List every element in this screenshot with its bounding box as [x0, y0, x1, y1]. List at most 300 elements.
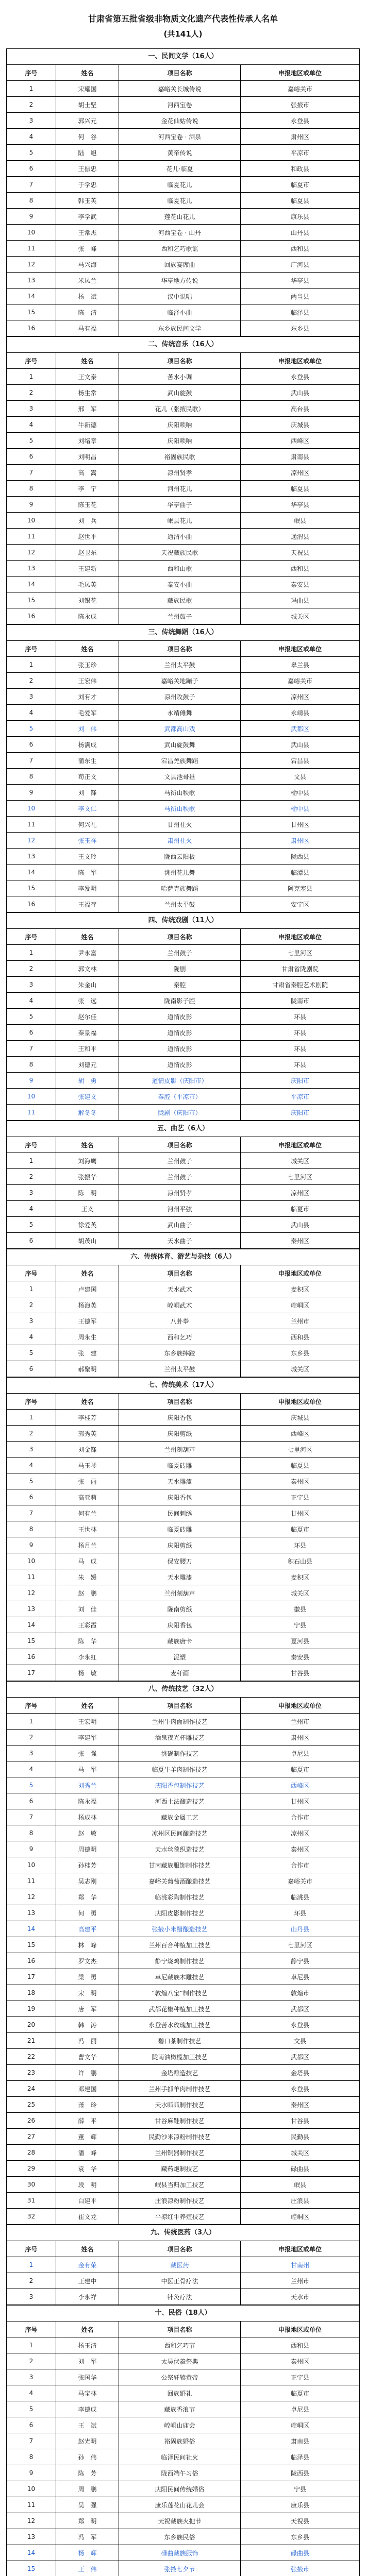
cell-number: 1 — [7, 369, 56, 385]
cell-project: 庆阳唢呐 — [119, 433, 240, 449]
cell-name: 杨月兰 — [56, 1537, 119, 1553]
cell-project: 藏族香浪节 — [119, 2401, 240, 2417]
cell-project: 针灸疗法 — [119, 2289, 240, 2305]
cell-number: 30 — [7, 2177, 56, 2193]
cell-name: 李桂芳 — [56, 1410, 119, 1426]
cell-unit: 凉州区 — [241, 689, 360, 705]
cell-name: 张 建 — [56, 1345, 119, 1361]
cell-project: 酒泉夜光杯雕技艺 — [119, 1730, 240, 1745]
cell-project: 崆峒山庙会 — [119, 2417, 240, 2433]
table-row — [7, 2449, 360, 2465]
cell-project: 甘谷麻鞋制作技艺 — [119, 2113, 240, 2129]
cell-project: 甘南藏族服饰制作技艺 — [119, 1857, 240, 1873]
cell-unit: 七里河区 — [241, 1442, 360, 1458]
cell-name: 马玉琴 — [56, 1458, 119, 1473]
header-project: 项目名称 — [119, 353, 240, 369]
cell-unit: 皋兰县 — [241, 657, 360, 673]
cell-name: 王文玲 — [56, 849, 119, 865]
cell-name: 赵尔佳 — [56, 1009, 119, 1025]
cell-name: 张国华 — [56, 2369, 119, 2385]
cell-project: 花儿·临夏 — [119, 161, 240, 177]
cell-number: 6 — [7, 737, 56, 753]
table-row — [7, 289, 360, 304]
cell-project: 兰州太平鼓 — [119, 896, 240, 912]
cell-number: 25 — [7, 2097, 56, 2113]
cell-number: 24 — [7, 2081, 56, 2097]
cell-number: 1 — [7, 2337, 56, 2353]
cell-unit: 宁县 — [241, 2481, 360, 2497]
section-9 — [6, 2225, 360, 2305]
table-row — [7, 1665, 360, 1681]
cell-project: 马衔山秧歌 — [119, 785, 240, 801]
cell-number: 3 — [7, 977, 56, 993]
cell-project: 武山曲子 — [119, 1217, 240, 1233]
table-row — [7, 145, 360, 161]
cell-name: 赵世平 — [56, 529, 119, 545]
table-row — [7, 1458, 360, 1473]
cell-number: 32 — [7, 2209, 56, 2225]
cell-project: 东乡族摔跤 — [119, 1345, 240, 1361]
cell-project: 兰州鼓子 — [119, 1153, 240, 1169]
table-row — [7, 1553, 360, 1569]
cell-unit: 广河县 — [241, 257, 360, 273]
cell-unit: 崆峒区 — [241, 1297, 360, 1313]
table-row — [7, 737, 360, 753]
cell-number: 2 — [7, 1169, 56, 1185]
cell-project: 哈萨克族舞蹈 — [119, 880, 240, 896]
cell-project: 藏族民歌 — [119, 592, 240, 608]
table-row — [7, 1841, 360, 1857]
table-header-row — [7, 641, 360, 657]
section-7 — [6, 1377, 360, 1681]
header-project: 项目名称 — [119, 65, 240, 81]
cell-unit: 肃州区 — [241, 129, 360, 145]
cell-number: 15 — [7, 304, 56, 320]
cell-unit: 东乡县 — [241, 2529, 360, 2545]
cell-name: 杨玉清 — [56, 2337, 119, 2353]
header-number: 序号 — [7, 641, 56, 657]
cell-name: 薛 平 — [56, 2113, 119, 2129]
table-row — [7, 1953, 360, 1969]
cell-number: 16 — [7, 1649, 56, 1665]
table-row — [7, 1361, 360, 1377]
header-project: 项目名称 — [119, 641, 240, 657]
table-row — [7, 1521, 360, 1537]
cell-name: 刘 伟 — [56, 721, 119, 737]
cell-name: 张 强 — [56, 1745, 119, 1761]
cell-number: 7 — [7, 465, 56, 481]
cell-unit: 阿克塞县 — [241, 880, 360, 896]
cell-unit: 天祝县 — [241, 545, 360, 561]
cell-unit: 兰州市 — [241, 2273, 360, 2289]
cell-number: 6 — [7, 449, 56, 465]
section-title: 三、传统舞蹈（16人） — [6, 624, 360, 640]
table-header-row — [7, 353, 360, 369]
cell-project: 兰州牛肉面制作技艺 — [119, 1714, 240, 1730]
cell-unit: 陇南市 — [241, 993, 360, 1009]
header-name: 姓名 — [56, 1137, 119, 1153]
cell-project: 平凉红牛养殖技艺 — [119, 2209, 240, 2225]
table-row — [7, 2129, 360, 2145]
cell-number: 8 — [7, 1057, 56, 1073]
cell-unit: 西和县 — [241, 241, 360, 257]
cell-unit: 兰州市 — [241, 1714, 360, 1730]
cell-project: 河西宝卷 · 酒泉 — [119, 129, 240, 145]
cell-name: 韩玉英 — [56, 193, 119, 209]
cell-project: 道情皮影 — [119, 1057, 240, 1073]
cell-number: 13 — [7, 1905, 56, 1921]
cell-name: 王德军 — [56, 1313, 119, 1329]
table-row — [7, 2001, 360, 2017]
cell-name: 杨成林 — [56, 1809, 119, 1825]
cell-name: 秦景福 — [56, 1025, 119, 1041]
cell-project: 西和乞巧歌谣 — [119, 241, 240, 257]
cell-number: 1 — [7, 1714, 56, 1730]
cell-unit: 西峰区 — [241, 433, 360, 449]
cell-number: 14 — [7, 289, 56, 304]
cell-unit: 嘉峪关市 — [241, 1873, 360, 1889]
cell-number: 14 — [7, 2545, 56, 2561]
cell-project: 泥塑 — [119, 1649, 240, 1665]
cell-name: 袁 华 — [56, 2161, 119, 2177]
cell-name: 周德明 — [56, 1841, 119, 1857]
table-row — [7, 2033, 360, 2049]
cell-number: 31 — [7, 2193, 56, 2209]
table-row — [7, 1201, 360, 1217]
cell-number: 4 — [7, 993, 56, 1009]
cell-name: 胡士坚 — [56, 97, 119, 113]
table-row — [7, 961, 360, 977]
cell-unit: 七里河区 — [241, 1937, 360, 1953]
table-row — [7, 241, 360, 257]
table-row — [7, 1426, 360, 1442]
cell-project: 兰州鼓子 — [119, 945, 240, 961]
cell-unit: 临夏市 — [241, 1521, 360, 1537]
section-4 — [6, 912, 360, 1121]
cell-number: 5 — [7, 145, 56, 161]
cell-project: 嘉峪关地蹦子 — [119, 673, 240, 689]
cell-name: 陆 旭 — [56, 145, 119, 161]
table-row — [7, 433, 360, 449]
cell-unit: 庆城县 — [241, 1410, 360, 1426]
cell-project: 苦水小调 — [119, 369, 240, 385]
cell-number: 1 — [7, 1153, 56, 1169]
table-row — [7, 1617, 360, 1633]
cell-unit: 文县 — [241, 769, 360, 785]
table-row — [7, 2417, 360, 2433]
cell-number: 4 — [7, 1761, 56, 1777]
cell-project: 东乡族民间文学 — [119, 320, 240, 336]
header-project: 项目名称 — [119, 1394, 240, 1410]
cell-name: 高亚莉 — [56, 1489, 119, 1505]
cell-project: 临泽民间社火 — [119, 2449, 240, 2465]
cell-name: 马兴海 — [56, 257, 119, 273]
cell-unit: 环县 — [241, 1025, 360, 1041]
inheritor-table — [6, 2321, 360, 2576]
cell-project: 西和乞巧 — [119, 1329, 240, 1345]
cell-number: 13 — [7, 561, 56, 577]
cell-project: 天水雕漆 — [119, 1473, 240, 1489]
cell-number: 11 — [7, 1569, 56, 1585]
cell-number: 18 — [7, 1985, 56, 2001]
table-row — [7, 1169, 360, 1185]
cell-unit: 碌曲县 — [241, 2161, 360, 2177]
table-header-row — [7, 1394, 360, 1410]
cell-project: 西和山歌 — [119, 561, 240, 577]
cell-unit: 平凉市 — [241, 1089, 360, 1105]
cell-name: 金有荣 — [56, 2257, 119, 2273]
cell-unit: 临泽县 — [241, 304, 360, 320]
cell-name: 徐爱英 — [56, 1217, 119, 1233]
cell-unit: 积石山县 — [241, 1553, 360, 1569]
header-name: 姓名 — [56, 353, 119, 369]
cell-number: 2 — [7, 961, 56, 977]
cell-name: 刘银花 — [56, 592, 119, 608]
table-row — [7, 2289, 360, 2305]
cell-project: 陇南影子腔 — [119, 993, 240, 1009]
cell-number: 9 — [7, 785, 56, 801]
cell-name: 李永祥 — [56, 2289, 119, 2305]
header-name: 姓名 — [56, 641, 119, 657]
table-row — [7, 577, 360, 592]
table-row — [7, 1761, 360, 1777]
table-row — [7, 2337, 360, 2353]
cell-unit: 卓尼县 — [241, 1969, 360, 1985]
cell-project: 保安腰刀 — [119, 1553, 240, 1569]
cell-unit: 城关区 — [241, 1585, 360, 1601]
cell-number: 9 — [7, 1537, 56, 1553]
cell-unit: 岷县 — [241, 2177, 360, 2193]
table-header-row — [7, 65, 360, 81]
cell-name: 韩 涛 — [56, 2017, 119, 2033]
cell-unit: 临泽县 — [241, 2449, 360, 2465]
cell-unit: 卓尼县 — [241, 1745, 360, 1761]
cell-name: 刘 佳 — [56, 1601, 119, 1617]
cell-unit: 山丹县 — [241, 1921, 360, 1937]
cell-unit: 崆峒区 — [241, 2209, 360, 2225]
cell-project: 嘉峪关长城传说 — [119, 81, 240, 97]
cell-unit: 永登县 — [241, 2081, 360, 2097]
cell-unit: 宕昌县 — [241, 753, 360, 769]
cell-unit: 华亭县 — [241, 273, 360, 289]
header-number: 序号 — [7, 1265, 56, 1281]
cell-name: 周 鹏 — [56, 2481, 119, 2497]
cell-unit: 城关区 — [241, 608, 360, 624]
cell-name: 王宏明 — [56, 1714, 119, 1730]
table-row — [7, 769, 360, 785]
cell-name: 马 军 — [56, 1761, 119, 1777]
cell-project: 崆峒武术 — [119, 1297, 240, 1313]
header-project: 项目名称 — [119, 2321, 240, 2337]
table-header-row — [7, 2241, 360, 2257]
cell-unit: 金塔县 — [241, 2065, 360, 2081]
cell-number: 10 — [7, 1089, 56, 1105]
cell-project: 河州平弦 — [119, 1201, 240, 1217]
cell-project: 河西宝卷 · 山丹 — [119, 225, 240, 241]
cell-name: 陈 明 — [56, 1185, 119, 1201]
table-header-row — [7, 1137, 360, 1153]
cell-number: 5 — [7, 1345, 56, 1361]
table-row — [7, 2529, 360, 2545]
cell-name: 张 丽 — [56, 1473, 119, 1489]
cell-number: 3 — [7, 1185, 56, 1201]
cell-number: 15 — [7, 880, 56, 896]
cell-number: 3 — [7, 401, 56, 417]
table-row — [7, 1777, 360, 1793]
cell-unit: 武都区 — [241, 2049, 360, 2065]
cell-unit: 张掖市 — [241, 97, 360, 113]
table-row — [7, 161, 360, 177]
table-row — [7, 81, 360, 97]
cell-name: 郝聚明 — [56, 1361, 119, 1377]
cell-project: 陇剧（庆阳市） — [119, 1105, 240, 1121]
cell-name: 郭文林 — [56, 961, 119, 977]
cell-unit: 秦州区 — [241, 1233, 360, 1249]
cell-number: 1 — [7, 1410, 56, 1426]
cell-number: 3 — [7, 2289, 56, 2305]
header-name: 姓名 — [56, 2321, 119, 2337]
cell-number: 4 — [7, 1201, 56, 1217]
table-row — [7, 2561, 360, 2576]
cell-project: 嘉峪关葡萄酒酿造技艺 — [119, 1873, 240, 1889]
table-row — [7, 657, 360, 673]
cell-number: 2 — [7, 1730, 56, 1745]
table-row — [7, 2273, 360, 2289]
cell-number: 20 — [7, 2017, 56, 2033]
cell-project: 临夏牛羊肉制作技艺 — [119, 1761, 240, 1777]
table-row — [7, 1153, 360, 1169]
table-row — [7, 1041, 360, 1057]
cell-number: 2 — [7, 2273, 56, 2289]
table-row — [7, 129, 360, 145]
cell-project: 藏药炮制技艺 — [119, 2161, 240, 2177]
cell-project: 永登苦水玫瑰加工技艺 — [119, 2017, 240, 2033]
cell-unit: 永登县 — [241, 2017, 360, 2033]
cell-project: 张掖七夕节 — [119, 2561, 240, 2576]
cell-unit: 碌曲县 — [241, 2545, 360, 2561]
table-row — [7, 561, 360, 577]
cell-unit: 武山县 — [241, 385, 360, 401]
cell-name: 陈永福 — [56, 1793, 119, 1809]
cell-unit: 武都区 — [241, 721, 360, 737]
table-row — [7, 2209, 360, 2225]
cell-name: 王常杰 — [56, 225, 119, 241]
header-unit: 申报地区或单位 — [241, 641, 360, 657]
table-row — [7, 385, 360, 401]
header-name: 姓名 — [56, 2241, 119, 2257]
cell-unit: 甘肃省陇剧院 — [241, 961, 360, 977]
header-number: 序号 — [7, 65, 56, 81]
table-row — [7, 481, 360, 497]
cell-name: 郑 明 — [56, 2513, 119, 2529]
cell-name: 王彩霞 — [56, 1617, 119, 1633]
cell-name: 张 远 — [56, 993, 119, 1009]
cell-project: 兰州百合种植加工技艺 — [119, 1937, 240, 1953]
cell-number: 7 — [7, 1505, 56, 1521]
table-row — [7, 1410, 360, 1426]
table-row — [7, 2065, 360, 2081]
cell-name: 王 伟 — [56, 2561, 119, 2576]
cell-project: 太昊伏羲祭典 — [119, 2353, 240, 2369]
header-number: 序号 — [7, 353, 56, 369]
table-row — [7, 1329, 360, 1345]
cell-number: 14 — [7, 1921, 56, 1937]
cell-project: 河西宝卷 — [119, 97, 240, 113]
cell-unit: 庄浪县 — [241, 2193, 360, 2209]
cell-number: 2 — [7, 385, 56, 401]
cell-project: 静宁烧鸡制作技艺 — [119, 1953, 240, 1969]
section-8 — [6, 1681, 360, 2225]
cell-unit: 高台县 — [241, 401, 360, 417]
table-row — [7, 1313, 360, 1329]
cell-number: 11 — [7, 1873, 56, 1889]
table-row — [7, 2097, 360, 2113]
cell-project: 民勤沙米凉粉制作技艺 — [119, 2129, 240, 2145]
cell-unit: 环县 — [241, 1057, 360, 1073]
sections-container — [0, 48, 366, 2576]
cell-project: 岷县当归加工技艺 — [119, 2177, 240, 2193]
cell-unit: 凉州区 — [241, 1185, 360, 1201]
section-10 — [6, 2305, 360, 2576]
cell-number: 13 — [7, 273, 56, 289]
cell-number: 10 — [7, 1553, 56, 1569]
table-row — [7, 849, 360, 865]
cell-project: 河西土法酿造技艺 — [119, 1793, 240, 1809]
table-row — [7, 1921, 360, 1937]
cell-number: 4 — [7, 705, 56, 721]
cell-unit: 东乡县 — [241, 320, 360, 336]
cell-number: 1 — [7, 657, 56, 673]
cell-number: 8 — [7, 481, 56, 497]
cell-project: 庆阳剪纸 — [119, 1426, 240, 1442]
table-header-row — [7, 1698, 360, 1714]
cell-unit: 凉州区 — [241, 1825, 360, 1841]
cell-name: 尹永富 — [56, 945, 119, 961]
cell-name: 马宝林 — [56, 2385, 119, 2401]
cell-number: 21 — [7, 2033, 56, 2049]
cell-number: 11 — [7, 241, 56, 257]
cell-project: 麦秆画 — [119, 1665, 240, 1681]
cell-unit: 敦煌市 — [241, 1985, 360, 2001]
cell-unit: 环县 — [241, 1041, 360, 1057]
header-unit: 申报地区或单位 — [241, 65, 360, 81]
table-row — [7, 225, 360, 241]
cell-number: 11 — [7, 529, 56, 545]
cell-name: 周永生 — [56, 1329, 119, 1345]
cell-number: 13 — [7, 2529, 56, 2545]
table-row — [7, 1649, 360, 1665]
header-unit: 申报地区或单位 — [241, 353, 360, 369]
table-row — [7, 113, 360, 129]
cell-project: “敦煌八宝”制作技艺 — [119, 1985, 240, 2001]
cell-number: 16 — [7, 608, 56, 624]
table-row — [7, 1857, 360, 1873]
cell-unit: 秦州区 — [241, 1473, 360, 1489]
cell-project: 道情皮影 — [119, 1009, 240, 1025]
cell-unit: 肃州区 — [241, 1730, 360, 1745]
cell-name: 王义 — [56, 1201, 119, 1217]
header-unit: 申报地区或单位 — [241, 1394, 360, 1410]
table-row — [7, 1489, 360, 1505]
section-title: 九、传统医药（3人） — [6, 2225, 360, 2241]
inheritor-table — [6, 1137, 360, 1249]
cell-project: 凉州贤孝 — [119, 465, 240, 481]
table-row — [7, 2145, 360, 2161]
cell-name: 王建中 — [56, 2273, 119, 2289]
cell-unit: 临夏县 — [241, 481, 360, 497]
table-row — [7, 1905, 360, 1921]
cell-unit: 七里河区 — [241, 1169, 360, 1185]
